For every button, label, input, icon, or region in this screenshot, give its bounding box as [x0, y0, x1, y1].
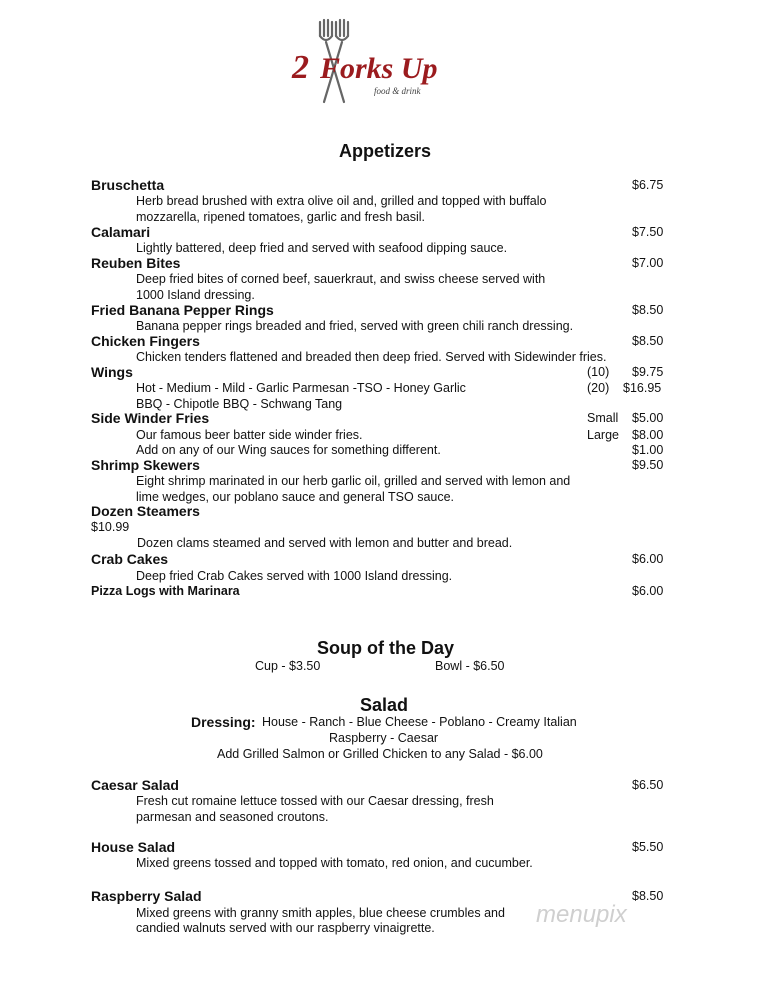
menu-item-name: Dozen Steamers: [91, 503, 200, 519]
salad-addon: Add Grilled Salmon or Grilled Chicken to any Salad - $6.00: [217, 747, 543, 761]
menu-item-size: Small: [587, 411, 619, 425]
menu-item-desc: Dozen clams steamed and served with lemon and butter and bread.: [137, 536, 513, 550]
menu-item-desc: Hot - Medium - Mild - Garlic Parmesan -TSO - Honey Garlic: [136, 381, 466, 395]
dressing-options: House - Ranch - Blue Cheese - Poblano - Creamy Italian: [262, 715, 577, 729]
menu-item-desc: Deep fried bites of corned beef, sauerkraut, and swiss cheese served with: [136, 272, 546, 286]
menu-item-desc: Banana pepper rings breaded and fried, served with green chili ranch dressing.: [136, 319, 574, 333]
menu-item-name: Raspberry Salad: [91, 888, 202, 904]
menu-item-desc: candied walnuts served with our raspberry vinaigrette.: [136, 921, 435, 935]
menu-item-name: Calamari: [91, 224, 151, 240]
menu-item-desc: Eight shrimp marinated in our herb garlic oil, grilled and served with lemon and: [136, 474, 571, 488]
menu-item-price: $5.50: [632, 840, 664, 854]
menu-item-price: $7.50: [632, 225, 664, 239]
menu-item-desc: Mixed greens with granny smith apples, blue cheese crumbles and: [136, 906, 505, 920]
dressing-label: Dressing:: [191, 714, 256, 730]
menu-item-name: Caesar Salad: [91, 777, 179, 793]
menu-item-price: $6.00: [632, 584, 664, 598]
menu-item-desc: lime wedges, our poblano sauce and general TSO sauce.: [136, 490, 455, 504]
menu-item-name: Chicken Fingers: [91, 333, 200, 349]
menu-item-desc: Add on any of our Wing sauces for something different.: [136, 443, 441, 457]
svg-text:Forks Up: Forks Up: [320, 52, 438, 85]
menu-item-desc: Fresh cut romaine lettuce tossed with our Caesar dressing, fresh: [136, 794, 494, 808]
menupix-watermark: [522, 872, 682, 942]
menu-item-desc: Deep fried Crab Cakes served with 1000 Island dressing.: [136, 569, 453, 583]
menu-item-price: $9.50: [632, 458, 664, 472]
menu-item-desc: Chicken tenders flattened and breaded then deep fried. Served with Sidewinder fries.: [136, 350, 607, 364]
menu-item-price: $8.00: [632, 428, 664, 442]
svg-text:food & drink: food & drink: [374, 86, 421, 96]
menu-item-name: Pizza Logs with Marinara: [91, 584, 240, 598]
menu-item-price: $6.50: [632, 778, 664, 792]
menu-item-price: $8.50: [632, 889, 664, 903]
menu-item-price: $1.00: [632, 443, 664, 457]
menu-item-desc: Mixed greens tossed and topped with tomato, red onion, and cucumber.: [136, 856, 533, 870]
logo-text: 2: [292, 49, 309, 86]
menu-item-name: Side Winder Fries: [91, 410, 210, 426]
menu-item-price: $10.99: [91, 520, 130, 534]
svg-text:menupix: menupix: [536, 901, 627, 928]
menu-item-price: $9.75: [632, 365, 664, 379]
menu-item-desc: mozzarella, ripened tomatoes, garlic and fresh basil.: [136, 210, 426, 224]
menu-item-name: Crab Cakes: [91, 551, 169, 567]
menu-item-desc: Herb bread brushed with extra olive oil and, grilled and topped with buffalo: [136, 194, 547, 208]
restaurant-logo: [290, 14, 480, 108]
menu-item-desc: BBQ - Chipotle BBQ - Schwang Tang: [136, 397, 343, 411]
menu-item-size: Large: [587, 428, 619, 442]
menu-item-size: (10): [587, 365, 610, 379]
menu-item-price: $6.00: [632, 552, 664, 566]
menu-item-desc: Lightly battered, deep fried and served with seafood dipping sauce.: [136, 241, 508, 255]
menu-item-name: House Salad: [91, 839, 176, 855]
menu-item-desc: parmesan and seasoned croutons.: [136, 810, 329, 824]
menu-item-price: $16.95: [623, 381, 662, 395]
menu-item-price: $8.50: [632, 303, 664, 317]
soup-title: Soup of the Day: [317, 638, 455, 658]
salad-title: Salad: [360, 695, 409, 715]
menu-item-price: $5.00: [632, 411, 664, 425]
menu-item-name: Wings: [91, 364, 133, 380]
menu-item-size: (20): [587, 381, 610, 395]
menu-item-price: $7.00: [632, 256, 664, 270]
menu-item-desc: 1000 Island dressing.: [136, 288, 255, 302]
appetizers-title: Appetizers: [339, 141, 432, 161]
soup-cup: Cup - $3.50: [255, 659, 321, 673]
menu-item-name: Reuben Bites: [91, 255, 181, 271]
dressing-options: Raspberry - Caesar: [329, 731, 439, 745]
menu-item-price: $8.50: [632, 334, 664, 348]
soup-bowl: Bowl - $6.50: [435, 659, 505, 673]
menu-item-desc: Our famous beer batter side winder fries.: [136, 428, 363, 442]
menu-item-name: Fried Banana Pepper Rings: [91, 302, 274, 318]
menu-item-price: $6.75: [632, 178, 664, 192]
menu-item-name: Bruschetta: [91, 177, 165, 193]
menu-item-name: Shrimp Skewers: [91, 457, 200, 473]
